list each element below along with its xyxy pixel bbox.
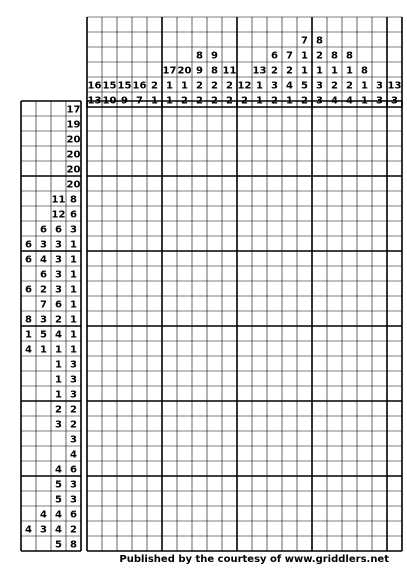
column-clue-number: 7: [286, 50, 293, 62]
row-clue-number: 3: [70, 479, 77, 491]
column-clue-number: 1: [256, 95, 263, 107]
column-clue-number: 1: [361, 95, 368, 107]
column-clue-number: 8: [331, 50, 338, 62]
row-clue-number: 3: [40, 314, 47, 326]
row-clue-number: 4: [55, 524, 62, 536]
row-clue-number: 5: [55, 494, 62, 506]
column-clue-number: 2: [241, 95, 248, 107]
row-clue-number: 8: [25, 314, 32, 326]
row-clue-number: 3: [40, 239, 47, 251]
row-clue-number: 2: [55, 314, 62, 326]
column-clue-number: 7: [301, 35, 308, 47]
row-clue-number: 1: [25, 329, 32, 341]
column-clue-number: 9: [211, 50, 218, 62]
column-clue-number: 1: [301, 65, 308, 77]
column-clue-number: 1: [286, 95, 293, 107]
row-clue-number: 4: [55, 329, 62, 341]
row-clue-number: 2: [70, 524, 77, 536]
column-clue-number: 1: [346, 65, 353, 77]
row-clue-number: 3: [55, 419, 62, 431]
column-clue-number: 2: [271, 95, 278, 107]
row-clue-number: 1: [40, 344, 47, 356]
credit-text: Published by the courtesy of www.griddlers.net: [119, 554, 389, 565]
column-clue-number: 6: [271, 50, 278, 62]
row-clue-number: 2: [70, 404, 77, 416]
row-clue-number: 4: [25, 524, 32, 536]
row-clue-number: 5: [55, 539, 62, 551]
column-clue-number: 15: [117, 80, 132, 92]
row-clue-number: 12: [51, 209, 66, 221]
row-clue-number: 3: [55, 254, 62, 266]
column-clue-number: 8: [316, 35, 323, 47]
column-clue-number: 3: [376, 95, 383, 107]
row-clue-number: 2: [70, 419, 77, 431]
row-clue-number: 6: [25, 254, 32, 266]
row-clue-number: 4: [25, 344, 32, 356]
row-clues: [25, 105, 80, 551]
row-clue-number: 1: [70, 329, 77, 341]
column-clue-number: 1: [331, 65, 338, 77]
row-clue-number: 2: [40, 284, 47, 296]
row-clue-number: 6: [55, 299, 62, 311]
column-clue-number: 11: [222, 65, 237, 77]
column-clue-number: 7: [136, 95, 143, 107]
row-clue-number: 3: [70, 434, 77, 446]
row-clue-number: 8: [70, 194, 77, 206]
column-clue-number: 4: [331, 95, 338, 107]
row-clue-number: 17: [66, 104, 81, 116]
row-clue-number: 3: [55, 239, 62, 251]
column-clue-number: 10: [102, 95, 117, 107]
column-clue-number: 1: [166, 95, 173, 107]
column-clue-number: 20: [177, 65, 192, 77]
column-clue-number: 1: [361, 80, 368, 92]
column-clue-number: 16: [87, 80, 102, 92]
column-clue-number: 13: [252, 65, 267, 77]
row-clue-number: 6: [25, 239, 32, 251]
row-clue-number: 20: [66, 134, 81, 146]
row-clue-number: 6: [70, 464, 77, 476]
row-clue-number: 1: [55, 389, 62, 401]
column-clue-number: 15: [102, 80, 117, 92]
column-clue-number: 8: [196, 50, 203, 62]
row-clue-number: 4: [55, 509, 62, 521]
column-clue-area: [87, 17, 402, 107]
row-clue-number: 3: [70, 389, 77, 401]
row-clue-number: 3: [55, 284, 62, 296]
column-clue-number: 2: [271, 65, 278, 77]
row-clue-number: 3: [55, 269, 62, 281]
column-clue-number: 1: [166, 80, 173, 92]
row-clue-number: 1: [55, 374, 62, 386]
column-clue-number: 9: [196, 65, 203, 77]
row-clue-number: 1: [70, 254, 77, 266]
column-clues: [88, 36, 402, 107]
column-clue-number: 2: [211, 95, 218, 107]
column-clue-number: 3: [376, 80, 383, 92]
column-clue-number: 3: [316, 95, 323, 107]
puzzle-grid[interactable]: [87, 101, 402, 551]
row-clue-number: 11: [51, 194, 66, 206]
row-clue-number: 4: [55, 464, 62, 476]
row-clue-number: 1: [70, 284, 77, 296]
row-clue-number: 1: [70, 344, 77, 356]
column-clue-number: 1: [181, 80, 188, 92]
row-clue-number: 1: [70, 269, 77, 281]
column-clue-number: 2: [301, 95, 308, 107]
row-clue-number: 5: [40, 329, 47, 341]
column-clue-number: 2: [226, 80, 233, 92]
column-clue-number: 2: [226, 95, 233, 107]
column-clue-number: 2: [196, 95, 203, 107]
column-clue-number: 13: [387, 80, 402, 92]
row-clue-number: 3: [70, 359, 77, 371]
column-clue-number: 2: [181, 95, 188, 107]
row-clue-number: 6: [40, 224, 47, 236]
row-clue-number: 2: [55, 404, 62, 416]
column-clue-number: 2: [151, 80, 158, 92]
row-clue-number: 6: [40, 269, 47, 281]
column-clue-number: 1: [301, 50, 308, 62]
row-clue-number: 8: [70, 539, 77, 551]
row-clue-number: 20: [66, 149, 81, 161]
row-clue-number: 4: [40, 509, 47, 521]
row-clue-number: 3: [70, 224, 77, 236]
column-clue-number: 4: [286, 80, 293, 92]
row-clue-number: 1: [55, 359, 62, 371]
row-clue-number: 1: [70, 239, 77, 251]
column-clue-number: 2: [346, 80, 353, 92]
row-clue-number: 3: [70, 494, 77, 506]
row-clue-number: 3: [70, 374, 77, 386]
row-clue-number: 4: [70, 449, 77, 461]
column-clue-number: 2: [331, 80, 338, 92]
column-clue-number: 5: [301, 80, 308, 92]
column-clue-number: 8: [361, 65, 368, 77]
row-clue-number: 1: [55, 344, 62, 356]
column-clue-number: 3: [271, 80, 278, 92]
column-clue-number: 9: [121, 95, 128, 107]
row-clue-number: 4: [40, 254, 47, 266]
row-clue-number: 3: [40, 524, 47, 536]
column-clue-number: 1: [316, 65, 323, 77]
row-clue-number: 19: [66, 119, 81, 131]
row-clue-number: 5: [55, 479, 62, 491]
row-clue-number: 6: [25, 284, 32, 296]
column-clue-number: 3: [391, 95, 398, 107]
column-clue-number: 17: [162, 65, 177, 77]
column-clue-number: 2: [196, 80, 203, 92]
row-clue-number: 6: [70, 509, 77, 521]
column-clue-number: 4: [346, 95, 353, 107]
row-clue-number: 7: [40, 299, 47, 311]
column-clue-number: 2: [286, 65, 293, 77]
column-clue-number: 16: [132, 80, 147, 92]
row-clue-number: 6: [70, 209, 77, 221]
column-clue-number: 3: [316, 80, 323, 92]
row-clue-number: 1: [70, 299, 77, 311]
row-clue-number: 20: [66, 164, 81, 176]
column-clue-number: 12: [237, 80, 252, 92]
row-clue-number: 20: [66, 179, 81, 191]
column-clue-number: 13: [87, 95, 102, 107]
column-clue-number: 1: [256, 80, 263, 92]
column-clue-number: 2: [316, 50, 323, 62]
column-clue-number: 8: [346, 50, 353, 62]
column-clue-number: 1: [151, 95, 158, 107]
column-clue-number: 2: [211, 80, 218, 92]
row-clue-number: 1: [70, 314, 77, 326]
row-clue-number: 6: [55, 224, 62, 236]
column-clue-number: 8: [211, 65, 218, 77]
